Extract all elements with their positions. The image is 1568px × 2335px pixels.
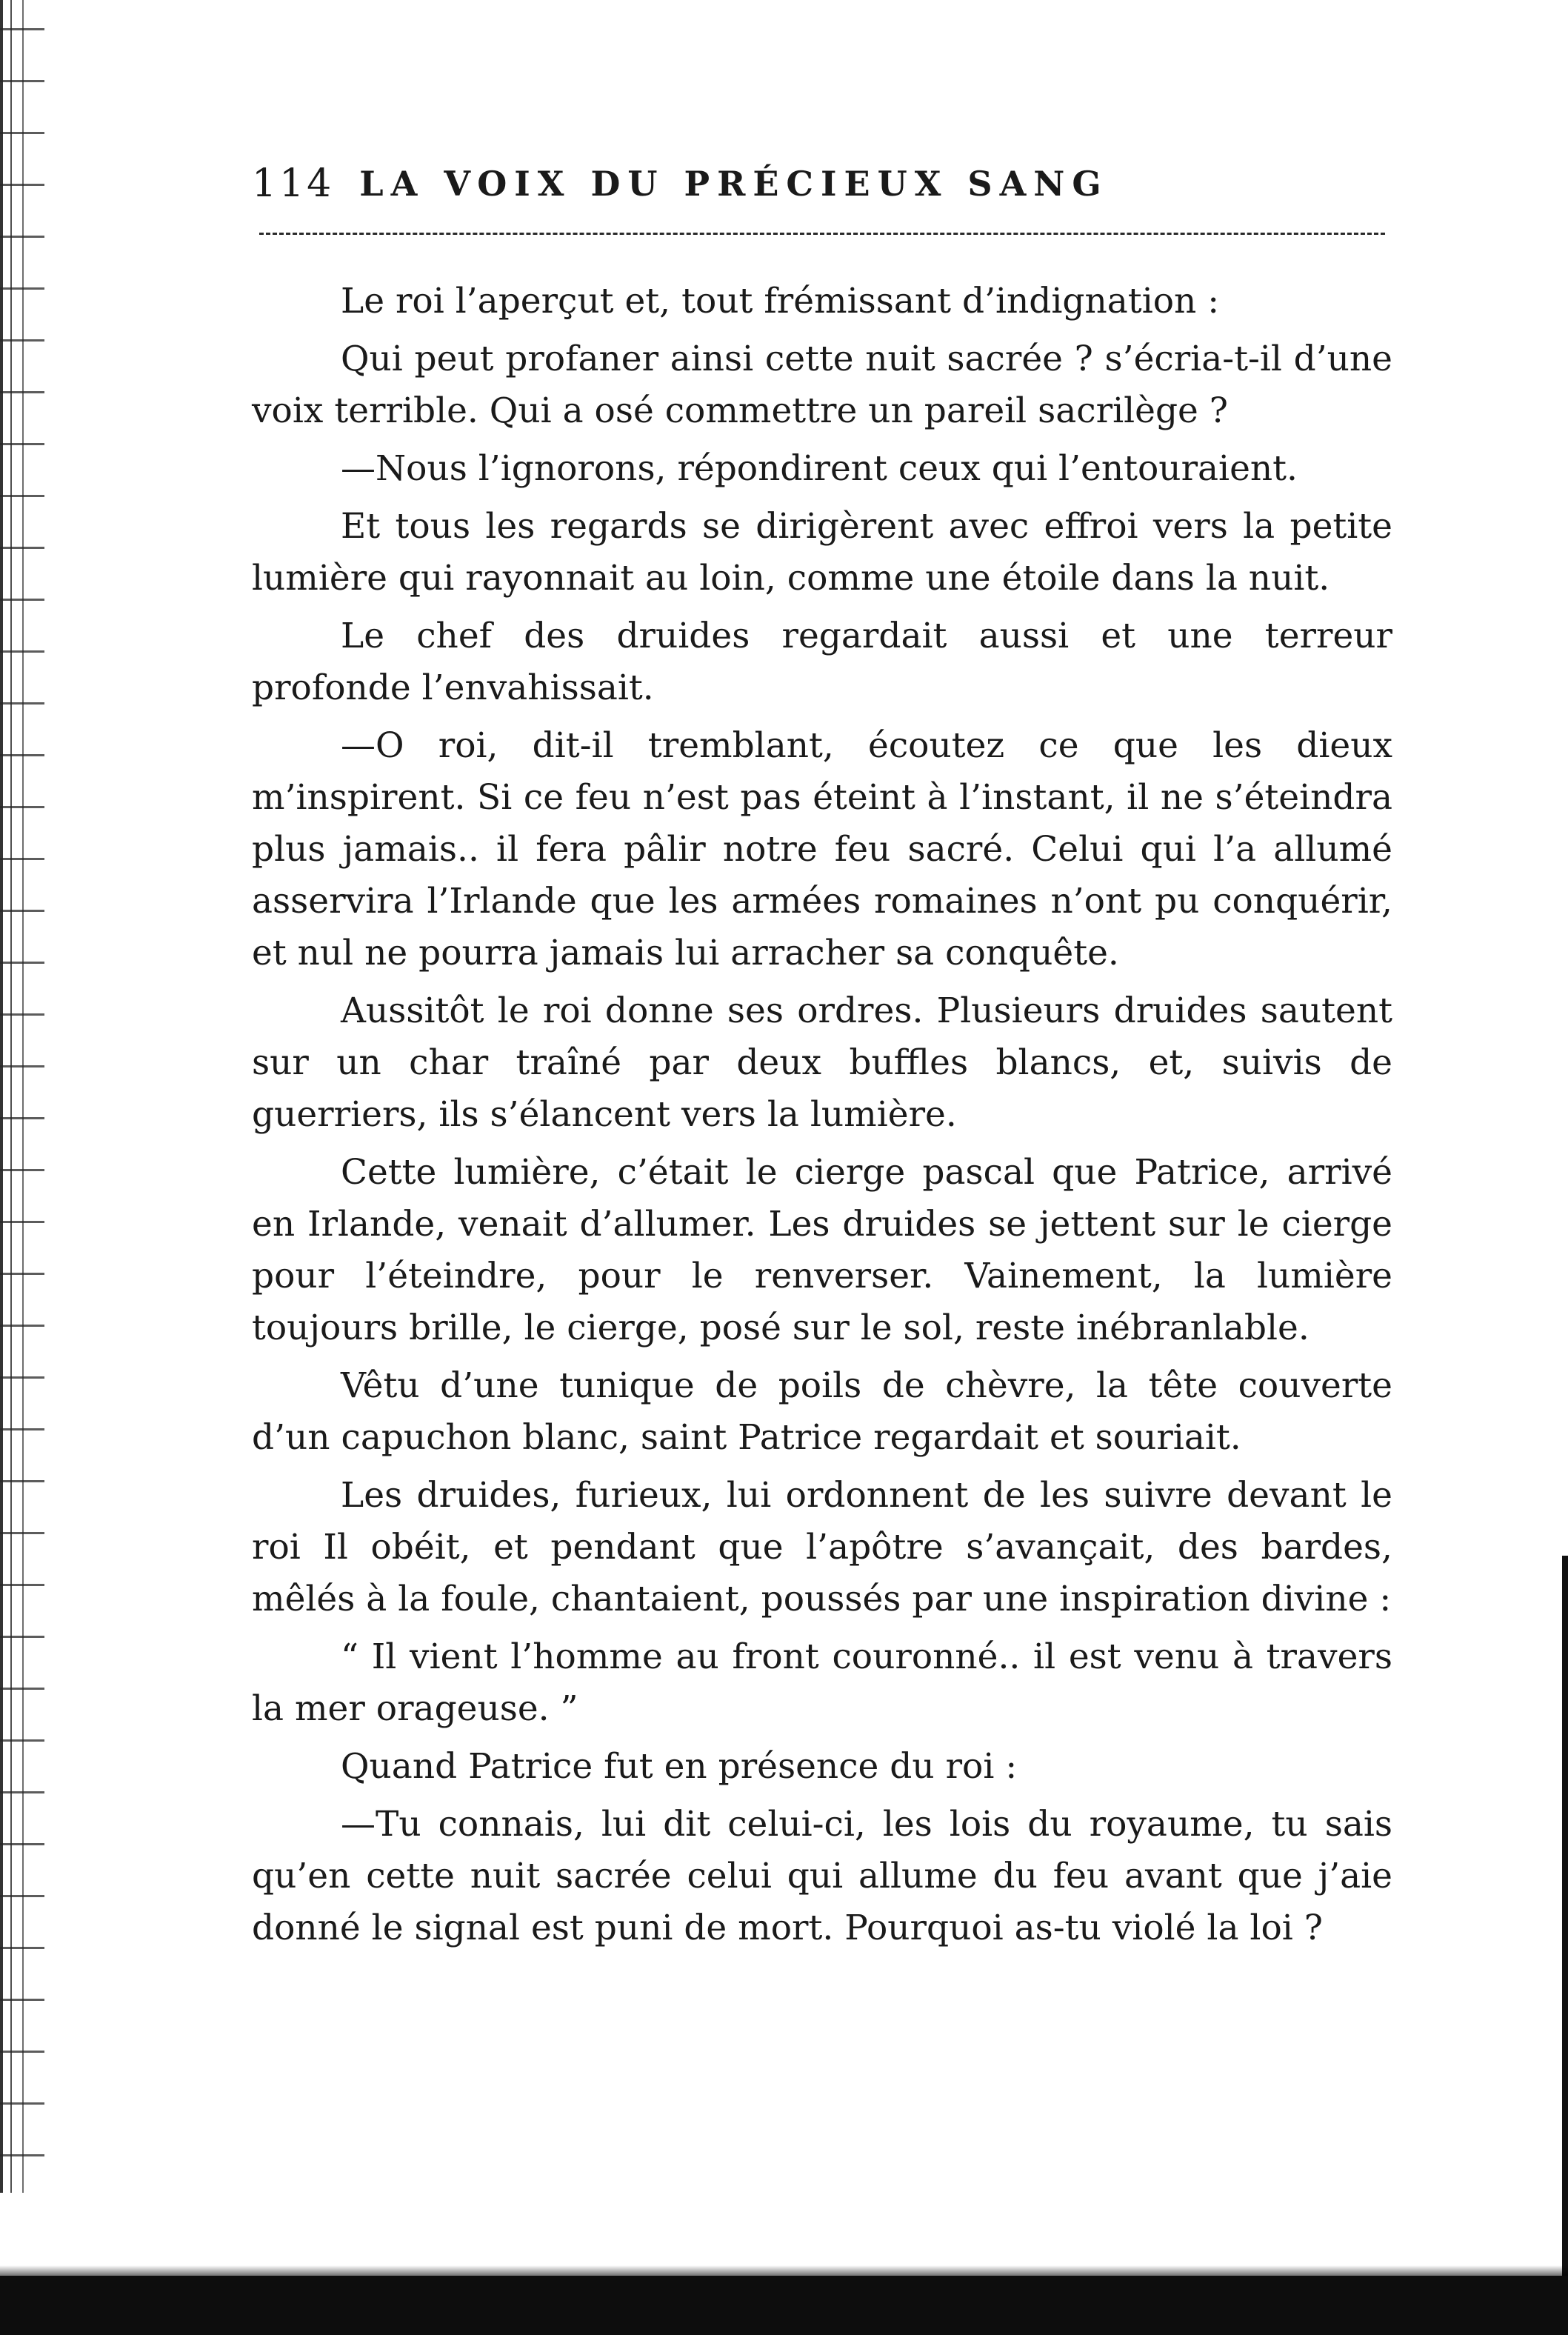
paragraph: Qui peut profaner ainsi cette nuit sacrée ? s’écria-t-il d’une voix terrible. Qui a osé commettre un pareil sacrilège ? [252,339,1392,431]
paragraph: Le roi l’aperçut et, tout frémissant d’indignation : [341,281,1220,322]
binding-edge [0,0,44,2193]
paragraph: Vêtu d’une tunique de poils de chèvre, la tête couverte d’un capuchon blanc, saint Patrice regardait et souriait. [252,1365,1392,1458]
body-text [252,276,1392,1960]
paragraph: Les druides, furieux, lui ordonnent de les suivre devant le roi Il obéit, et pendant que l’apôtre s’avançait, des bardes, mêlés à la foule, chantaient, poussés par une inspiration divine : [252,1475,1392,1619]
paragraph: Quand Patrice fut en présence du roi : [341,1746,1018,1787]
paragraph: Aussitôt le roi donne ses ordres. Plusieurs druides sautent sur un char traîné par deux buffles blancs, et, suivis de guerriers, ils s’élancent vers la lumière. [252,990,1392,1135]
page-header [252,154,1392,213]
running-head: LA VOIX DU PRÉCIEUX SANG [359,164,1109,204]
paragraph: —Nous l’ignorons, répondirent ceux qui l’entouraient. [341,448,1298,489]
paragraph: Le chef des druides regardait aussi et une terreur profonde l’envahissait. [252,616,1392,708]
paragraph: —O roi, dit-il tremblant, écoutez ce que les dieux m’inspirent. Si ce feu n’est pas éteint à l’instant, il ne s’éteindra plus jamais.. il fera pâlir notre feu sacré. Celui qui l’a allumé asservira l’Irlande que les armées romaines n’ont pu conquérir, et nul ne pourra jamais lui arracher sa conquête. [252,725,1392,973]
paragraph: “ Il vient l’homme au front couronné.. il est venu à travers la mer orageuse. ” [252,1636,1392,1729]
paragraph: Et tous les regards se dirigèrent avec effroi vers la petite lumière qui rayonnait au loin, comme une étoile dans la nuit. [252,506,1392,599]
page-right-edge [1552,1556,1568,2296]
header-rule [259,233,1385,235]
paragraph: Cette lumière, c’était le cierge pascal que Patrice, arrivé en Irlande, venait d’allumer. Les druides se jettent sur le cierge pour l’éteindre, pour le renverser. Vainement, la lumière toujours brille, le cierge, posé sur le sol, reste inébranlable. [252,1152,1392,1348]
scan-bottom-edge [0,2276,1568,2335]
paragraph: —Tu connais, lui dit celui-ci, les lois du royaume, tu sais qu’en cette nuit sacrée celui qui allume du feu avant que j’aie donné le signal est puni de mort. Pourquoi as-tu violé la loi ? [252,1804,1392,1948]
page-number: 114 [252,161,335,206]
